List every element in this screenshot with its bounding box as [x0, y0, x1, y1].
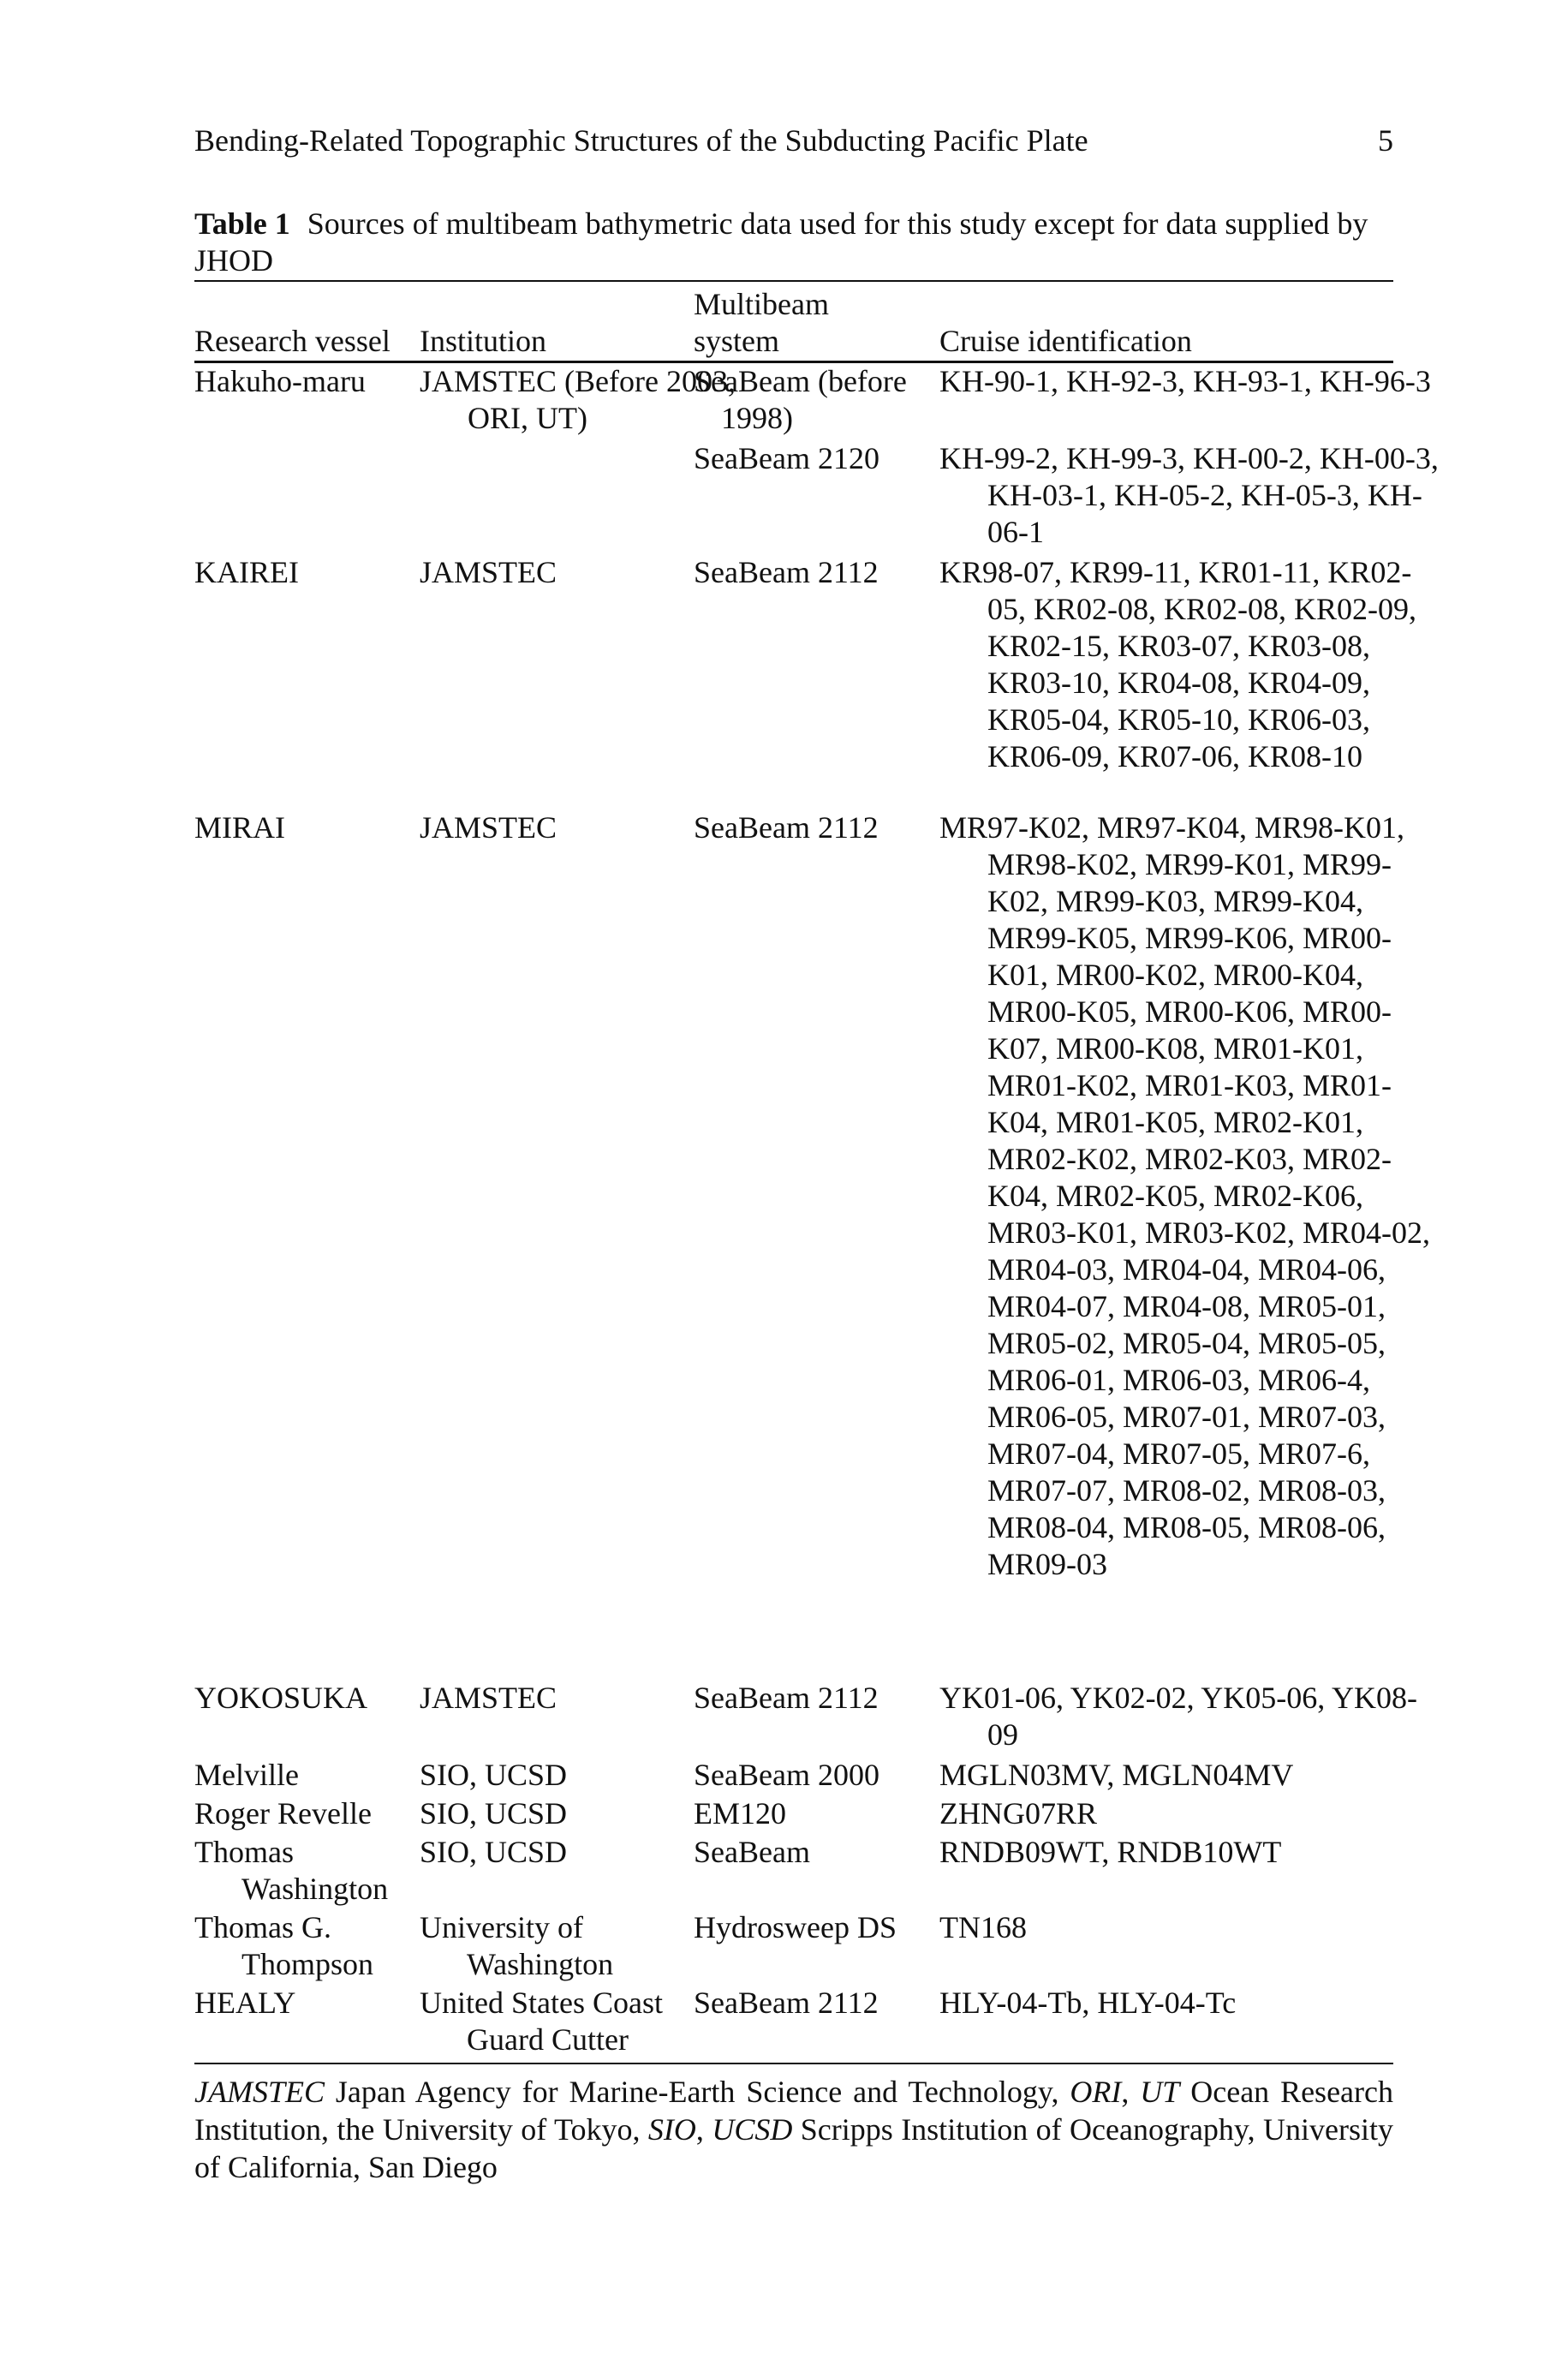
cell-system: Hydrosweep DS	[694, 1910, 897, 1944]
running-head	[194, 122, 1393, 165]
table-row	[194, 1795, 1393, 1834]
cell-vessel: KAIREI	[194, 555, 299, 589]
table-caption	[194, 206, 1393, 279]
header-system-line1: Multibeam	[694, 287, 829, 321]
table-row	[194, 1985, 1393, 2060]
running-head-title: Bending-Related Topographic Structures of the Subducting Pacific Plate	[194, 123, 1088, 158]
table-header-row	[194, 286, 1393, 363]
cell-system: SeaBeam	[694, 1835, 810, 1869]
footnote-abbr-ucsd: UCSD	[712, 2112, 793, 2147]
footnote-sep: ,	[695, 2112, 712, 2147]
table-row	[194, 1680, 1417, 1757]
table-row	[194, 363, 1431, 440]
cell-cruise: KH-90-1, KH-92-3, KH-93-1, KH-96-3	[939, 364, 1431, 398]
cell-vessel: Hakuho-maru	[194, 364, 366, 398]
cell-cruise: MGLN03MV, MGLN04MV	[939, 1758, 1294, 1792]
cell-cruise: ZHNG07RR	[939, 1796, 1098, 1831]
cell-institution: SIO, UCSD	[420, 1835, 568, 1869]
footnote-sep: ,	[1121, 2075, 1141, 2109]
cell-institution: SIO, UCSD	[420, 1758, 568, 1792]
data-table	[194, 286, 1439, 2060]
cell-vessel: Roger Revelle	[194, 1796, 372, 1831]
cell-vessel: Thomas G. Thompson	[194, 1910, 374, 1981]
cell-vessel: YOKOSUKA	[194, 1681, 368, 1715]
cell-vessel: Melville	[194, 1758, 299, 1792]
table-footnote	[194, 2073, 1393, 2186]
table-top-rule	[194, 280, 1393, 282]
page-number: 5	[1378, 123, 1393, 158]
cell-system: SeaBeam 2120	[694, 441, 879, 475]
header-system-line2: system	[694, 324, 780, 358]
cell-cruise: KH-99-2, KH-99-3, KH-00-2, KH-00-3, KH-03-1, KH-05-2, KH-05-3, KH-06-1	[939, 441, 1439, 549]
header-vessel: Research vessel	[194, 324, 391, 358]
footnote-def-ori: Ocean Research Institution, the University of Tokyo,	[194, 2075, 1393, 2147]
cell-system: SeaBeam 2112	[694, 555, 879, 589]
cell-system: SeaBeam (before 1998)	[694, 364, 907, 435]
cell-vessel: HEALY	[194, 1986, 296, 2020]
cell-cruise: MR97-K02, MR97-K04, MR98-K01, MR98-K02, MR99-K01, MR99-K02, MR99-K03, MR99-K04, MR99-K05, MR99-K06, MR00-K01, MR00-K02, MR00-K04, MR00-K05, MR00-K06, MR00-K07, MR00-K08, MR01-K01, MR01-K02, MR01-K03, MR01-K04, MR01-K05, MR02-K01, MR02-K02, MR02-K03, MR02-K04, MR02-K05, MR02-K06, MR03-K01, MR03-K02, MR04-02, MR04-03, MR04-04, MR04-06, MR04-07, MR04-08, MR05-01, MR05-02, MR05-04, MR05-05, MR06-01, MR06-03, MR06-4, MR06-05, MR07-01, MR07-03, MR07-04, MR07-05, MR07-6, MR07-07, MR08-02, MR08-03, MR08-04, MR08-05, MR08-06, MR09-03	[939, 810, 1431, 1581]
table-row	[194, 1834, 1393, 1909]
cell-cruise: HLY-04-Tb, HLY-04-Tc	[939, 1986, 1237, 2020]
cell-cruise: KR98-07, KR99-11, KR01-11, KR02-05, KR02-08, KR02-08, KR02-09, KR02-15, KR03-07, KR03-08, KR03-10, KR04-08, KR04-09, KR05-04, KR05-10, KR06-03, KR06-09, KR07-06, KR08-10	[939, 555, 1416, 773]
cell-cruise: TN168	[939, 1910, 1027, 1944]
header-institution: Institution	[420, 324, 547, 358]
cell-institution: University of Washington	[420, 1910, 614, 1981]
footnote-abbr-jamstec: JAMSTEC	[194, 2075, 325, 2109]
table-row	[194, 440, 1439, 554]
table-label: Table 1	[194, 206, 290, 241]
cell-vessel: MIRAI	[194, 810, 285, 845]
cell-system: EM120	[694, 1796, 786, 1831]
footnote-abbr-ut: UT	[1140, 2075, 1180, 2109]
cell-institution: SIO, UCSD	[420, 1796, 568, 1831]
footnote-def-jamstec: Japan Agency for Marine-Earth Science and Technology,	[324, 2075, 1070, 2109]
table-caption-text: Sources of multibeam bathymetric data used for this study except for data supplied by JHOD	[194, 206, 1368, 278]
cell-institution: JAMSTEC (Before 2003, ORI, UT)	[420, 364, 736, 435]
table-bottom-rule	[194, 2063, 1393, 2064]
cell-system: SeaBeam 2000	[694, 1758, 879, 1792]
cell-institution: JAMSTEC	[420, 555, 557, 589]
cell-system: SeaBeam 2112	[694, 1986, 879, 2020]
cell-vessel: Thomas Washington	[194, 1835, 389, 1906]
header-system	[694, 286, 929, 360]
cell-system: SeaBeam 2112	[694, 1681, 879, 1715]
cell-cruise: YK01-06, YK02-02, YK05-06, YK08-09	[939, 1681, 1417, 1752]
table-row	[194, 1757, 1393, 1795]
footnote-def-sio: Scripps Institution of Oceanography, University of California, San Diego	[194, 2112, 1393, 2184]
cell-institution: United States Coast Guard Cutter	[420, 1986, 663, 2057]
table-row	[194, 554, 1416, 809]
header-cruise: Cruise identification	[939, 324, 1192, 358]
cell-institution: JAMSTEC	[420, 1681, 557, 1715]
cell-system: SeaBeam 2112	[694, 810, 879, 845]
footnote-abbr-sio: SIO	[647, 2112, 696, 2147]
cell-cruise: RNDB09WT, RNDB10WT	[939, 1835, 1282, 1869]
table-row	[194, 1909, 1393, 1985]
table-row	[194, 809, 1431, 1680]
cell-institution: JAMSTEC	[420, 810, 557, 845]
footnote-abbr-ori: ORI	[1070, 2075, 1122, 2109]
